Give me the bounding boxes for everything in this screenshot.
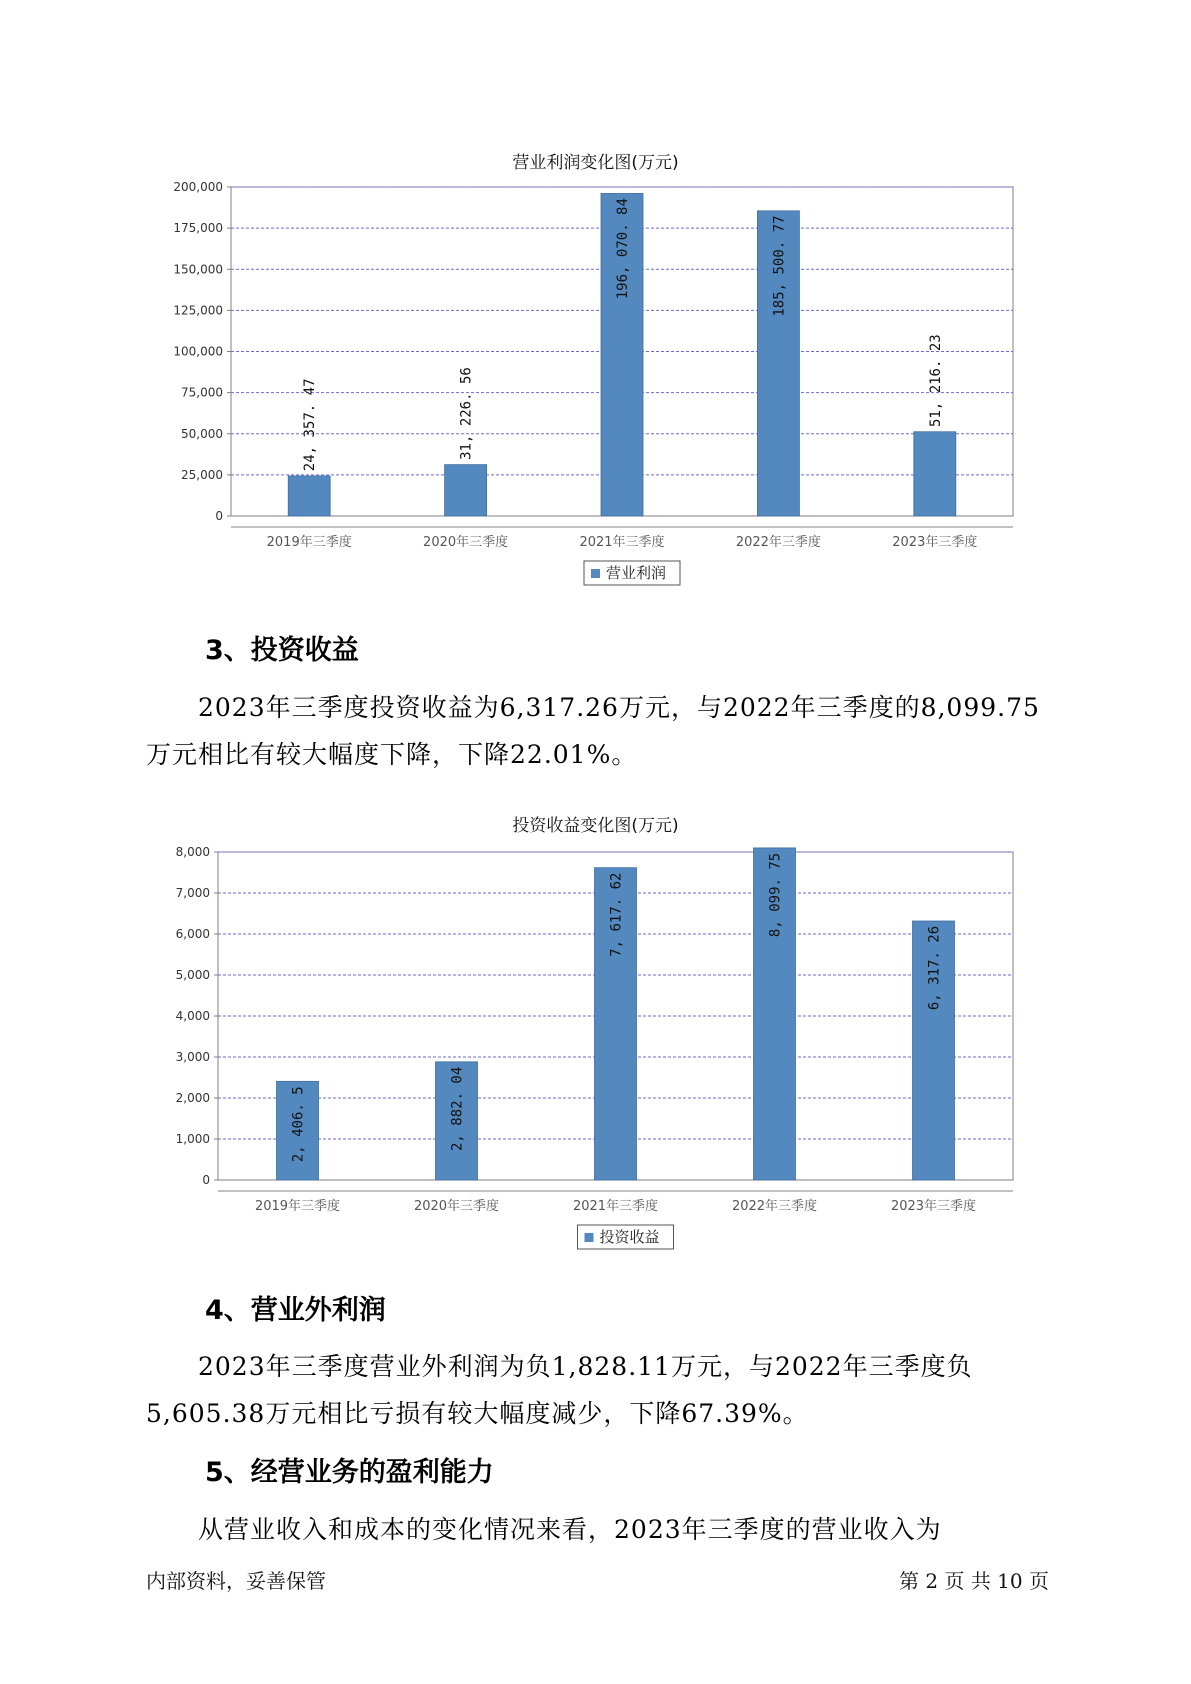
y-tick-label: 8,000 [175,845,210,859]
x-tick-label: 2021年三季度 [572,1199,659,1214]
legend [584,561,680,585]
heading-profitability: 5、经营业务的盈利能力 [205,1457,494,1488]
y-tick-label: 7,000 [175,886,210,900]
para-line: 5,605.38万元相比亏损有较大幅度减少，下降67.39%。 [146,1399,809,1428]
legend-label: 投资收益 [599,1228,660,1246]
x-tick-label: 2019年三季度 [254,1199,341,1214]
x-tick-label: 2022年三季度 [731,1199,818,1214]
data-label: 196, 070. 84 [615,198,631,300]
x-tick-label: 2021年三季度 [579,535,665,550]
y-tick-label: 150,000 [173,262,223,277]
data-label: 2, 406. 5 [290,1086,307,1163]
y-tick-label: 6,000 [175,927,210,941]
y-tick-label: 25,000 [181,467,223,482]
bar [445,465,487,516]
x-tick-label: 2020年三季度 [413,1199,500,1214]
x-tick-label: 2020年三季度 [423,535,509,550]
y-tick-label: 125,000 [173,303,223,318]
data-label: 8, 099. 75 [767,852,784,938]
para-line: 万元相比有较大幅度下降，下降22.01%。 [146,740,638,769]
y-tick-label: 4,000 [175,1009,210,1023]
x-tick-label: 2023年三季度 [890,1199,977,1214]
para-line: 从营业收入和成本的变化情况来看，2023年三季度的营业收入为 [198,1515,942,1544]
y-tick-label: 0 [202,1173,210,1187]
legend-swatch [591,569,600,578]
bar [288,476,330,516]
chart-investment-income [0,835,1191,1265]
y-tick-label: 2,000 [175,1091,210,1105]
y-tick-label: 50,000 [181,426,223,441]
y-tick-label: 5,000 [175,968,210,982]
page-number: 第 2 页 共 10 页 [899,1569,1049,1593]
legend [578,1225,674,1249]
para-non-operating [146,1343,1046,1437]
data-label: 24, 357. 47 [302,378,319,472]
legend-swatch [585,1233,594,1242]
data-label: 7, 617. 62 [608,872,625,957]
bar [914,432,956,516]
data-label: 31, 226. 56 [458,367,475,460]
data-label: 2, 882. 04 [449,1066,466,1151]
para-investment [146,684,1046,778]
data-label: 51, 216. 23 [927,334,944,428]
heading-investment: 3、投资收益 [205,635,359,666]
y-tick-label: 175,000 [173,221,223,236]
y-tick-label: 1,000 [175,1132,210,1146]
x-tick-label: 2022年三季度 [735,535,821,550]
y-tick-label: 200,000 [173,180,223,194]
y-tick-label: 100,000 [173,344,223,359]
chart-title-investment-income: 投资收益变化图(万元) [512,816,679,836]
data-label: 185, 500. 77 [771,215,788,317]
x-tick-label: 2023年三季度 [892,535,978,550]
para-profitability [146,1506,1046,1553]
chart-operating-profit [0,170,1191,600]
heading-non-operating: 4、营业外利润 [205,1295,386,1326]
data-label: 6, 317. 26 [926,925,943,1011]
y-tick-label: 75,000 [181,385,223,400]
x-tick-label: 2019年三季度 [266,535,352,550]
y-tick-label: 0 [215,509,223,523]
footer-note: 内部资料，妥善保管 [146,1569,326,1593]
para-line: 2023年三季度营业外利润为负1,828.11万元，与2022年三季度负 [198,1352,973,1381]
legend-label: 营业利润 [606,564,667,582]
y-tick-label: 3,000 [175,1050,210,1064]
chart-title-operating-profit: 营业利润变化图(万元) [512,153,679,173]
para-line: 2023年三季度投资收益为6,317.26万元，与2022年三季度的8,099.75 [198,693,1040,722]
